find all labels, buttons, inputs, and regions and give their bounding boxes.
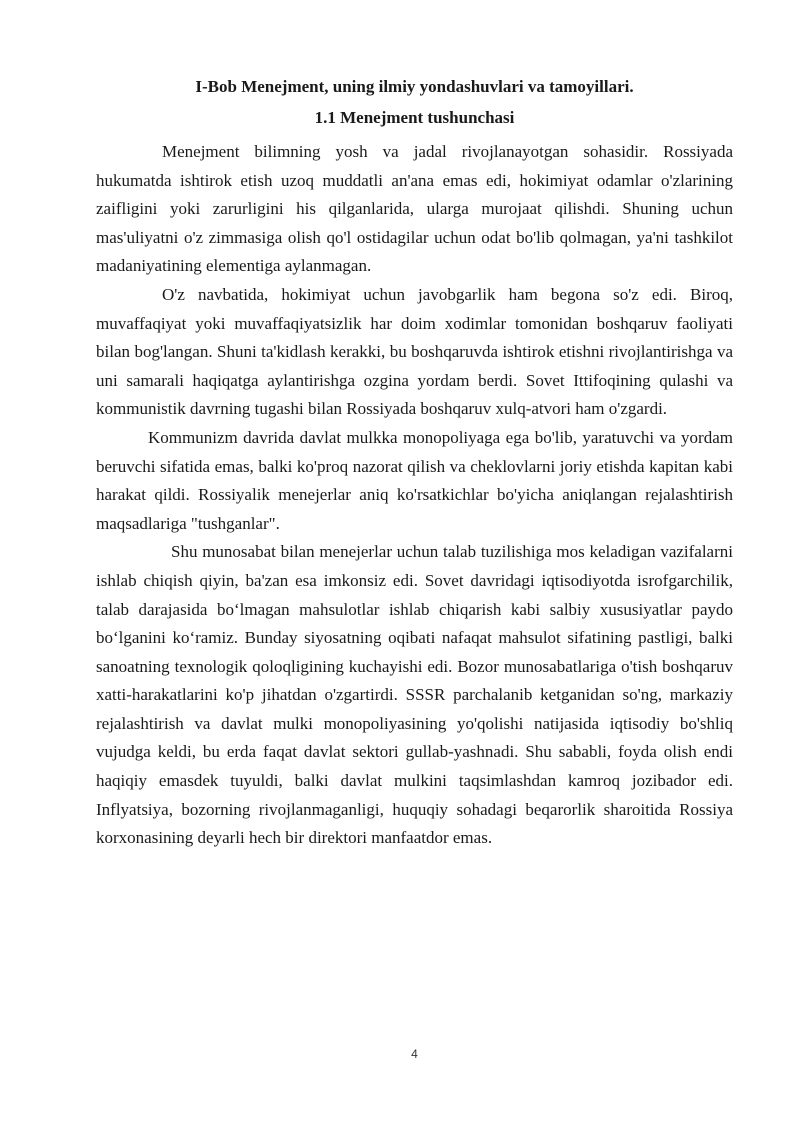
section-title: 1.1 Menejment tushunchasi <box>314 108 515 127</box>
page-number: 4 <box>411 1047 418 1061</box>
document-page <box>96 0 733 1131</box>
paragraph: O'z navbatida, hokimiyat uchun javobgarlik ham begona so'z edi. Biroq, muvaffaqiyat yoki muvaffaqiyatsizlik har doim xodimlar tomonidan boshqaruv faoliyati bilan bog'langan. Shuni ta'kidlash kerakki, bu boshqaruvda ishtirok etishni rivojlantirishga va uni samarali haqiqatga aylantirishga ozgina yordam berdi. Sovet Ittifoqining qulashi va kommunistik davrning tugashi bilan Rossiyada boshqaruv xulq-atvori ham o'zgardi. <box>96 284 733 419</box>
paragraph: Kommunizm davrida davlat mulkka monopoliyaga ega bo'lib, yaratuvchi va yordam beruvchi sifatida emas, balki ko'proq nazorat qilish va cheklovlarni joriy etishda kapitan kabi harakat qildi. Rossiyalik menejerlar aniq ko'rsatkichlar bo'yicha aniqlangan rejalashtirish maqsadlariga "tushganlar". <box>96 427 733 533</box>
body-text <box>96 138 733 853</box>
chapter-title: I-Bob Menejment, uning ilmiy yondashuvlari va tamoyillari. <box>195 77 634 96</box>
paragraph: Menejment bilimning yosh va jadal rivojlanayotgan sohasidir. Rossiyada hukumatda ishtirok etish uzoq muddatli an'ana emas edi, hokimiyat odamlar o'zlarining zaifligini yoki zarurligini his qilganlarida, ularga murojaat qilishdi. Shuning uchun mas'uliyatni o'z zimmasiga olish qo'l ostidagilar uchun odat bo'lib qolmagan, ya'ni tashkilot madaniyatining elementiga aylanmagan. <box>96 142 733 276</box>
paragraph: Shu munosabat bilan menejerlar uchun talab tuzilishiga mos keladigan vazifalarni ishlab chiqish qiyin, ba'zan esa imkonsiz edi. Sovet davridagi iqtisodiyotda isrofgarchilik, talab darajasida bo‘lmagan mahsulotlar ishlab chiqarish kabi salbiy xususiyatlar paydo bo‘lganini ko‘ramiz. Bunday siyosatning oqibati nafaqat mahsulot sifatining pastligi, balki sanoatning texnologik qoloqligining kuchayishi edi. Bozor munosabatlariga o'tish boshqaruv xatti-harakatlarini ko'p jihatdan o'zgartirdi. SSSR parchalanib ketganidan so'ng, markaziy rejalashtirish va davlat mulki monopoliyasining yo'qolishi natijasida iqtisodiy bo'shliq vujudga keldi, bu erda faqat davlat sektori gullab-yashnadi. Shu sababli, foyda olish endi haqiqiy emasdek tuyuldi, balki davlat mulkini taqsimlashdan kamroq jozibador edi. Inflyatsiya, bozorning rivojlanmaganligi, huquqiy sohadagi beqarorlik sharoitida Rossiya korxonasining deyarli hech bir direktori manfaatdor emas. <box>96 542 733 848</box>
